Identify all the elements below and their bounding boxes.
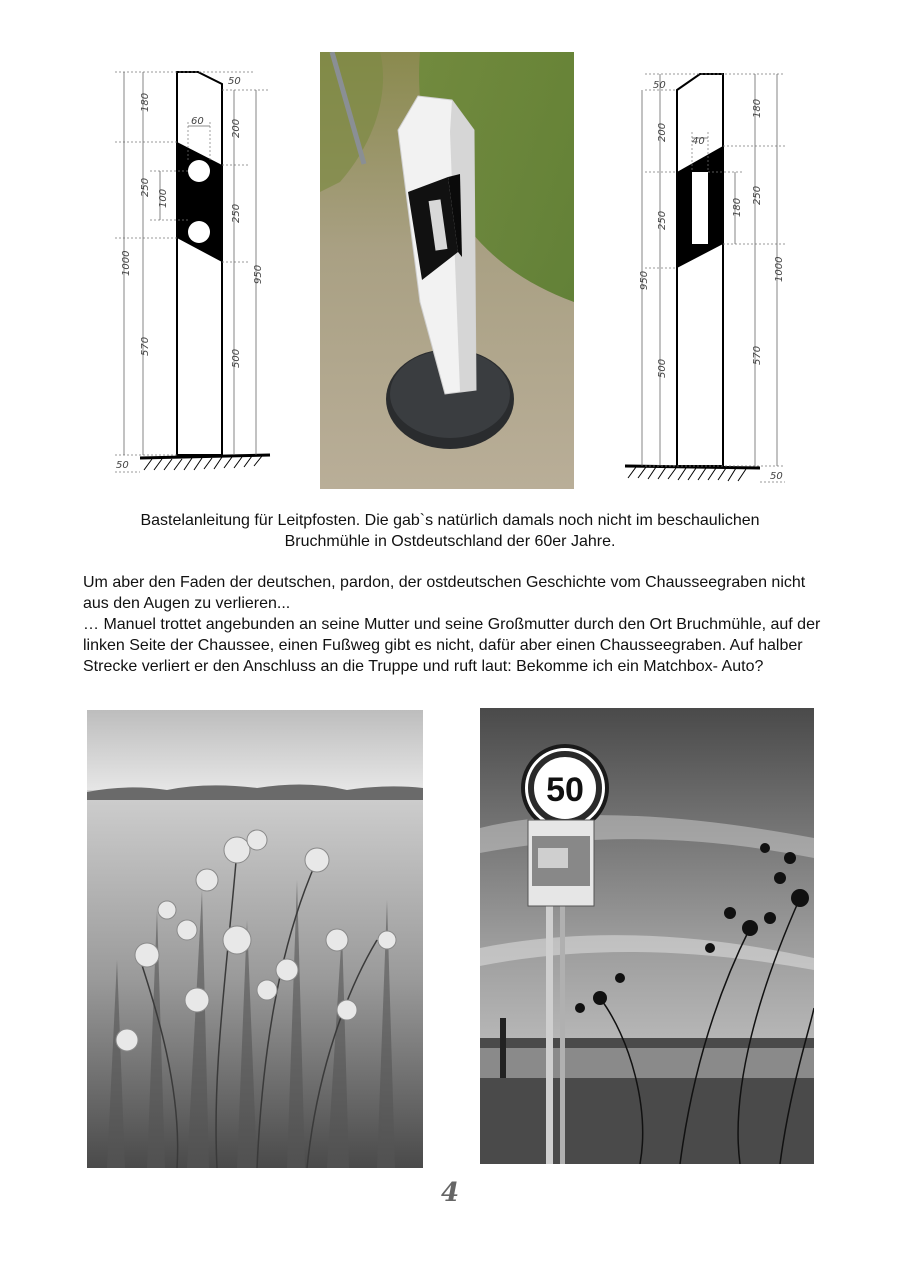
dim-lower-right: 570 bbox=[752, 345, 763, 365]
dim-top-cap: 50 bbox=[228, 76, 241, 87]
speed-limit-value: 50 bbox=[546, 771, 584, 809]
dim-total-left-right: 950 bbox=[639, 270, 650, 290]
dim-total-right: 950 bbox=[253, 264, 264, 284]
wildflower-photo bbox=[87, 710, 423, 1168]
paragraph-2: … Manuel trottet angebunden an seine Mutter und seine Großmutter durch den Ort Bruchmühle, auf der linken Seite der Chaussee, einen Fußweg gibt es nicht, dafür aber einen Chausseegraben. Auf halber Strecke verliert er den Anschluss an die Truppe und ruft laut: Bekomme ich ein Matchbox- Auto? bbox=[83, 616, 821, 675]
dim-total-right-right: 1000 bbox=[774, 256, 785, 282]
left-post-drawing bbox=[110, 60, 285, 480]
dim-total-left: 1000 bbox=[121, 250, 132, 276]
caption-line-1: Bastelanleitung für Leitpfosten. Die gab`s natürlich damals noch nicht im beschaulichen bbox=[140, 512, 760, 529]
dim-slot-height: 180 bbox=[732, 197, 743, 217]
speed-sign-photo bbox=[480, 708, 814, 1164]
page-number: 4 bbox=[440, 1178, 460, 1208]
caption-line-2: Bruchmühle in Ostdeutschland der 60er Jahre. bbox=[284, 533, 616, 550]
right-post-drawing bbox=[620, 62, 795, 492]
dim-lower-inner: 500 bbox=[231, 348, 242, 368]
dim-to-band: 200 bbox=[231, 118, 242, 138]
dim-top-offset: 180 bbox=[140, 92, 151, 112]
paragraph-1: Um aber den Faden der deutschen, pardon, der ostdeutschen Geschichte vom Chausseegraben nicht aus den Augen zu verlieren... bbox=[83, 574, 806, 612]
dim-ground-right: 50 bbox=[770, 471, 783, 482]
dim-hole-width: 60 bbox=[191, 116, 204, 127]
dim-top-cap-right: 50 bbox=[653, 80, 666, 91]
dim-band-height: 250 bbox=[140, 177, 151, 197]
dim-band-inner-right: 250 bbox=[657, 210, 668, 230]
body-text bbox=[83, 572, 823, 677]
dim-slot-width: 40 bbox=[692, 136, 705, 147]
dim-top-offset-right: 180 bbox=[752, 98, 763, 118]
dim-band-height-right: 250 bbox=[752, 185, 763, 205]
dim-lower: 570 bbox=[140, 336, 151, 356]
dim-lower-inner-right: 500 bbox=[657, 358, 668, 378]
dim-hole-spacing: 100 bbox=[158, 188, 169, 208]
dim-band-inner: 250 bbox=[231, 203, 242, 223]
dim-to-band-right: 200 bbox=[657, 122, 668, 142]
figure-caption bbox=[60, 510, 840, 552]
dim-ground: 50 bbox=[116, 460, 129, 471]
post-photo bbox=[320, 52, 574, 489]
